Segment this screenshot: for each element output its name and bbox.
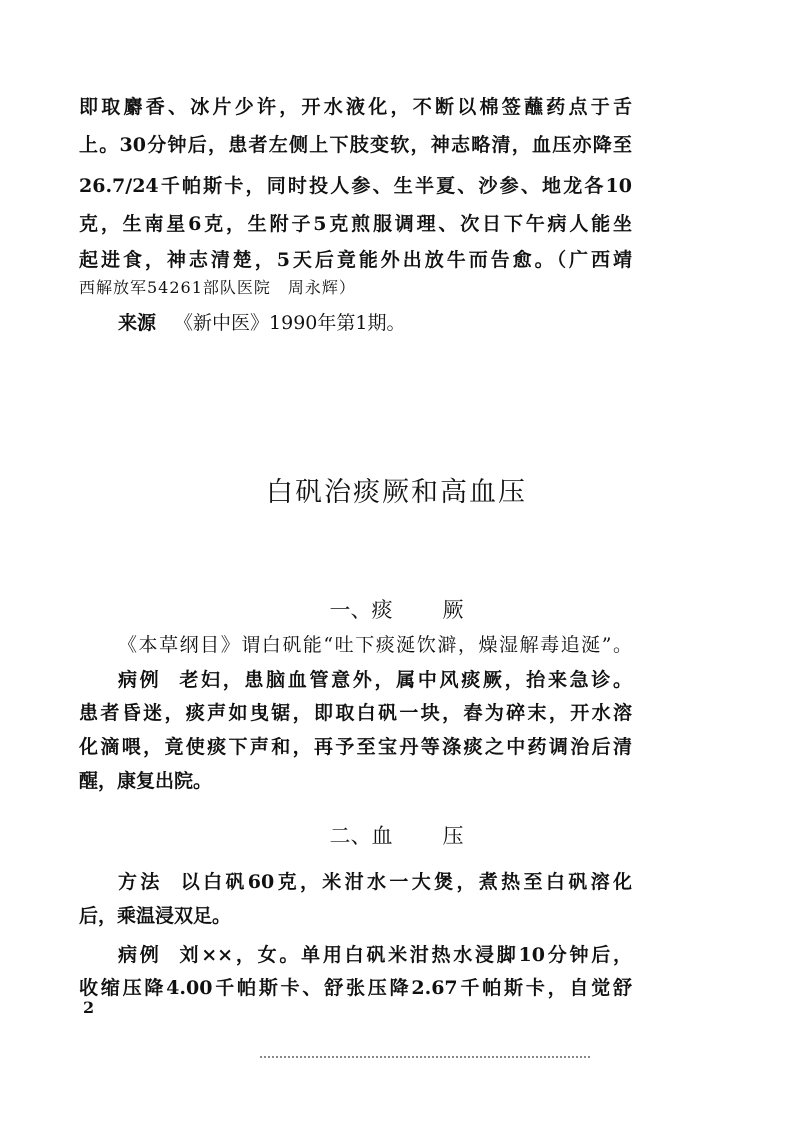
- text-line: 26.7/24千帕斯卡，同时投人参、生半夏、沙参、地龙各10: [79, 175, 632, 197]
- case-line: [118, 943, 632, 967]
- case-text: 老妇，患脑血管意外，属中风痰厥，抬来急诊。: [179, 669, 632, 691]
- text-line: 化滴喂，竟使痰下声和，再予至宝丹等涤痰之中药调治后清: [79, 736, 632, 758]
- text-line: 西解放军54261部队医院 周永辉）: [79, 278, 356, 297]
- section-heading-part: 压: [442, 824, 464, 848]
- text-line: 患者昏迷，痰声如曳锯，即取白矾一块，舂为碎末，开水溶: [79, 702, 632, 724]
- section-heading-part: 一、痰: [329, 598, 393, 622]
- page-number: 2: [83, 998, 95, 1017]
- article-title: 白矾治痰厥和高血压: [266, 477, 527, 508]
- scan-artifact: [260, 1056, 590, 1061]
- text-line: 上。30分钟后，患者左侧上下肢变软，神志略清，血压亦降至: [79, 134, 632, 156]
- text-line: 克，生南星6克，生附子5克煎服调理、次日下午病人能坐: [79, 213, 632, 235]
- text-line: 即取麝香、冰片少许，开水液化，不断以棉签蘸药点于舌: [79, 96, 632, 118]
- section-heading: [0, 594, 793, 624]
- case-line: [118, 668, 632, 692]
- case-label: 病例: [118, 944, 162, 966]
- method-text: 以白矾60克，米泔水一大煲，煮热至白矾溶化: [180, 871, 632, 893]
- source-label: 来源: [118, 312, 157, 334]
- section-heading-part: 二、血: [329, 824, 393, 848]
- section-heading: [0, 820, 793, 850]
- method-label: 方法: [118, 871, 163, 893]
- text-line: 醒，康复出院。: [79, 770, 213, 792]
- text-line: 起进食，神志清楚，5天后竟能外出放牛而告愈。（广西靖: [79, 249, 632, 271]
- case-label: 病例: [118, 669, 162, 691]
- section-heading-part: 厥: [442, 598, 464, 622]
- source-text: 《新中医》1990年第1期。: [174, 312, 406, 334]
- text-line: 后，乘温浸双足。: [79, 905, 232, 927]
- method-line: [118, 870, 632, 894]
- source-line: [118, 311, 405, 335]
- case-text: 刘××，女。单用白矾米泔热水浸脚10分钟后，: [179, 944, 632, 966]
- text-line: 收缩压降4.00千帕斯卡、舒张压降2.67千帕斯卡，自觉舒: [79, 977, 632, 999]
- text-line: 《本草纲目》谓白矾能“吐下痰涎饮澼，燥湿解毒追涎”。: [118, 634, 632, 656]
